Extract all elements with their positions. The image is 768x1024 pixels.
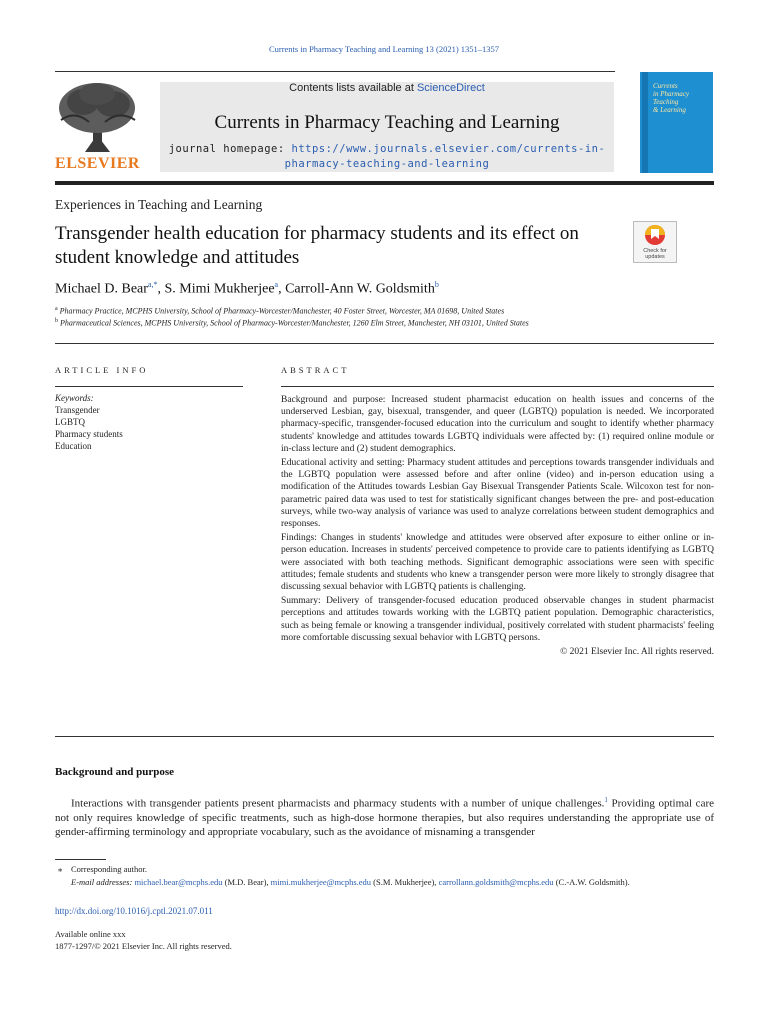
author-name[interactable]: Carroll-Ann W. Goldsmith (285, 281, 435, 297)
keyword: LGBTQ (55, 417, 85, 427)
sciencedirect-link[interactable]: ScienceDirect (416, 82, 485, 94)
email-link[interactable]: carrollann.goldsmith@mcphs.edu (438, 877, 554, 887)
crossmark-icon (634, 222, 676, 248)
abstract-heading: ABSTRACT (281, 365, 350, 375)
section-rule (55, 343, 714, 344)
cover-line: in Pharmacy (653, 90, 689, 98)
affiliation-mark: a (55, 306, 58, 312)
homepage-label: journal homepage: (168, 143, 292, 155)
body-rule (55, 736, 714, 737)
author-name[interactable]: S. Mimi Mukherjee (164, 281, 275, 297)
homepage-link[interactable]: https://www.journals.elsevier.com/currents-in-pharmacy-teaching-and-learning (284, 143, 606, 170)
abstract-rule (281, 386, 714, 387)
body-section-heading: Background and purpose (55, 766, 175, 778)
publisher-wordmark: ELSEVIER (55, 155, 140, 172)
journal-title: Currents in Pharmacy Teaching and Learning (214, 112, 560, 133)
abstract-paragraph: Findings: Changes in students' knowledge and attitudes were observed after exposure to either online or in-person education. Increases in students' perceived competence to provide care to patients identifying as LGBTQ were associated with both teaching methods. Significant demographic associations were seen with specific attitudes; female students and students who knew a transgender person were more likely to strongly disagree that discussing sexual behavior with LGBTQ patients is challenging. (281, 533, 714, 593)
check-for-updates-button[interactable] (633, 221, 677, 263)
cover-line: Currents (653, 82, 678, 90)
journal-homepage (165, 142, 609, 172)
keyword: Pharmacy students (55, 429, 123, 439)
reference-link[interactable]: 1 (604, 796, 608, 804)
header-thick-rule (55, 181, 714, 185)
abstract-paragraph: Summary: Delivery of transgender-focused education produced observable changes in student pharmacist perceptions and attitudes towards working with the LGBTQ patient population. Demographic characteristics, such as being female or knowing a transgender individual, positively correlated with student pharmacists' feeling more comfortable discussing sexual behavior with LGBTQ persons. (281, 596, 714, 643)
journal-citation[interactable]: Currents in Pharmacy Teaching and Learning 13 (2021) 1351–1357 (268, 44, 500, 54)
body-paragraph (55, 793, 714, 840)
author-affil-mark[interactable]: a,* (147, 280, 158, 289)
issn-copyright: 1877-1297/© 2021 Elsevier Inc. All rights reserved. (55, 941, 232, 951)
corresponding-text: Corresponding author. (71, 864, 148, 874)
email-owner: (S.M. Mukherjee), (371, 877, 439, 887)
journal-cover-image (640, 72, 713, 173)
article-info-rule (55, 386, 243, 387)
affiliation (55, 306, 504, 316)
author-name[interactable]: Michael D. Bear (55, 281, 148, 297)
author-affil-mark[interactable]: b (434, 280, 439, 289)
keyword: Education (55, 441, 92, 451)
abstract-paragraph: Educational activity and setting: Pharmacy student attitudes and perceptions towards transgender individuals and the LGBTQ population were assessed before and after online (video) and in-person education using a modification of the Attitudes towards Lesbian Gay Bisexual Transgender Patients Scale. Wilcoxon test for non-parametric paired data was used to test for statistically significant changes between the pre- and post-education surveys, while two-way analysis of variance was used to analyze correlations between student demographics and responses. (281, 458, 714, 530)
email-owner: (C.-A.W. Goldsmith). (553, 877, 630, 887)
cover-title (653, 82, 689, 114)
abstract-copyright: © 2021 Elsevier Inc. All rights reserved. (560, 647, 714, 658)
cover-stripe (642, 72, 648, 173)
keywords-label: Keywords: (55, 393, 94, 403)
contents-prefix: Contents lists available at (289, 82, 417, 94)
cover-line: & Learning (653, 106, 686, 114)
email-link[interactable]: michael.bear@mcphs.edu (134, 877, 223, 887)
author-affil-mark[interactable]: a (274, 280, 279, 289)
email-footnote (71, 877, 630, 887)
article-title: Transgender health education for pharmacy students and its effect on student knowledge and attitudes (55, 223, 579, 268)
crossmark-label: Check for updates (643, 248, 667, 260)
footnote-rule (55, 859, 106, 860)
email-label: E-mail addresses: (71, 877, 133, 887)
affiliation-mark: b (55, 318, 58, 324)
corresponding-footnote (58, 864, 148, 874)
available-online: Available online xxx (55, 929, 126, 939)
author-list: Michael D. Bear$^{a,*}$, S. Mimi Mukherjee$^a$, Carroll-Ann W. Goldsmith$^b$ (55, 280, 439, 297)
abstract-paragraph: Background and purpose: Increased student pharmacist education on health issues and concerns of the underserved Lesbian, gay, bisexual, transgender, and queer (LGBTQ) population is needed. We incorporated pharmacy-specific, transgender-focused education into the curriculum and sought to identify whether pharmacy students' knowledge and attitudes towards LGBTQ individuals were affected by: (1) required online module or in-class lecture and (2) student demographics. (281, 395, 714, 454)
affiliation (55, 318, 529, 328)
cover-line: Teaching (653, 98, 679, 106)
header-rule (55, 71, 615, 72)
keywords-block (55, 392, 123, 452)
affiliation-text: Pharmaceutical Sciences, MCPHS University, School of Pharmacy-Worcester/Manchester, 1260 Elm Street, Manchester, NH 03101, United States (60, 318, 529, 328)
article-info-heading: ARTICLE INFO (55, 365, 149, 375)
contents-line (160, 82, 614, 94)
doi-link[interactable]: http://dx.doi.org/10.1016/j.cptl.2021.07.011 (55, 906, 213, 916)
affiliation-text: Pharmacy Practice, MCPHS University, School of Pharmacy-Worcester/Manchester, 40 Foster Street, Worcester, MA 01698, United States (59, 306, 505, 316)
email-link[interactable]: mimi.mukherjee@mcphs.edu (270, 877, 372, 887)
abstract-body (281, 394, 714, 658)
body-text-part: Providing optimal care not only requires knowledge of specific treatments, such as high-dose hormone therapies, but also requires understanding the appropriate use of gender-affirming terminology and appropriate vocabulary, such as the avoidance of misnaming a transgender (55, 797, 714, 839)
keyword: Transgender (55, 405, 100, 415)
body-text-part: Interactions with transgender patients present pharmacists and pharmacy students with a number of unique challenges. (71, 797, 605, 810)
email-owner: (M.D. Bear), (222, 877, 271, 887)
article-section: Experiences in Teaching and Learning (55, 197, 263, 212)
footnote-mark: ⁎ (58, 864, 63, 874)
